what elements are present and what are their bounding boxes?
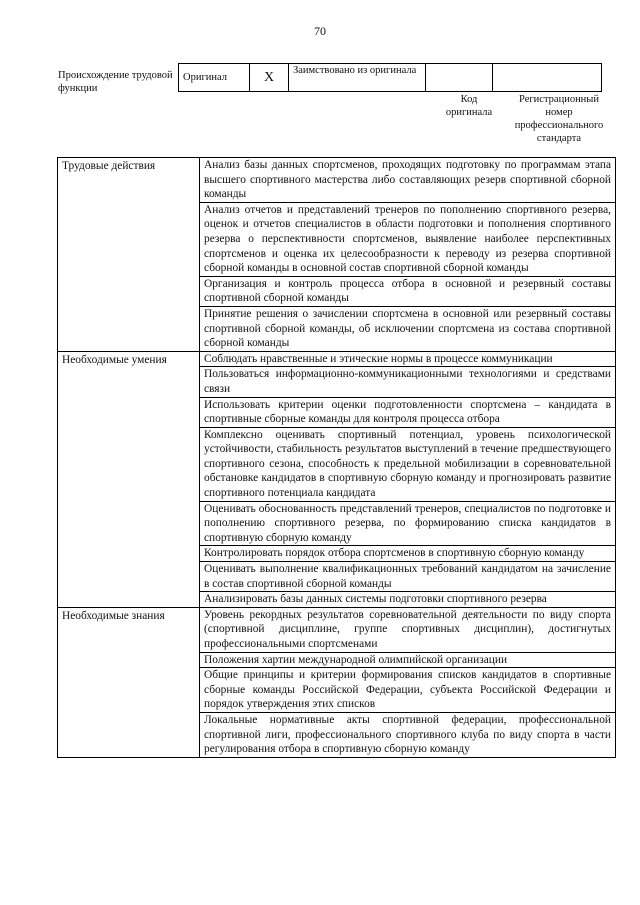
reg-number-label: Регистрационный номер профессионального стандарта (514, 94, 604, 144)
reg-number-cell (493, 64, 602, 92)
section-title-knowledge: Необходимые знания (58, 607, 200, 757)
action-item: Анализ базы данных спортсменов, проходящих подготовку по программам этапа высшего спортивного мастерства либо составляющих резерв спортивной сборной команды (200, 158, 616, 203)
section-title-skills: Необходимые умения (58, 351, 200, 607)
skill-item: Комплексно оценивать спортивный потенциал, уровень психологической устойчивости, стабильность результатов выступлений в течение предшествующего спортивного сезона, способность к предельной мобилизации в соревновательной обстановке кандидатов в спортивную сборную команду и прогнозировать развитие спортивного потенциала кандидата (200, 427, 616, 501)
skill-item: Оценивать выполнение квалификационных требований кандидатом на зачисление в состав спортивной сборной команды (200, 562, 616, 592)
original-mark: X (250, 64, 289, 92)
borrowed-cell: Заимствовано из оригинала (289, 64, 426, 92)
skill-item: Использовать критерии оценки подготовленности спортсмена – кандидата в спортивные сборные команды для контроля процесса отбора (200, 397, 616, 427)
knowledge-item: Общие принципы и критерии формирования списков кандидатов в спортивные сборные команды Российской Федерации, субъекта Российской Федерации и порядок утверждения этих списков (200, 668, 616, 713)
knowledge-item: Положения хартии международной олимпийской организации (200, 652, 616, 668)
skill-item: Соблюдать нравственные и этические нормы в процессе коммуникации (200, 351, 616, 367)
table-row (58, 351, 616, 367)
origin-table (178, 63, 602, 92)
table-row (58, 158, 616, 203)
skill-item: Анализировать базы данных системы подготовки спортивного резерва (200, 592, 616, 608)
code-cell (426, 64, 493, 92)
code-original-label: Код оригинала (445, 94, 493, 118)
action-item: Принятие решения о зачислении спортсмена в основной или резервный составы спортивной сборной команды, об исключении спортсмена из состава спортивной сборной команды (200, 306, 616, 351)
action-item: Анализ отчетов и представлений тренеров по пополнению спортивного резерва, оценок и отчетов специалистов в области подготовки и пополнения спортивного резерва о перспективности спортсменов, выявление наиболее перспективных спортсменов и оценка их целесообразности к переводу из резерва спортивной сборной команды в основной состав спортивной сборной команды (200, 202, 616, 276)
skill-item: Пользоваться информационно-коммуникационными технологиями и средствами связи (200, 367, 616, 397)
knowledge-item: Уровень рекордных результатов соревновательной деятельности по виду спорта (спортивной дисциплине, группе спортивных дисциплин), достигнутых профессиональными спортсменами (200, 607, 616, 652)
skill-item: Оценивать обоснованность представлений тренеров, специалистов по подготовке и пополнению спортивного резерва, по формированию списка кандидатов в спортивную сборную команду (200, 501, 616, 546)
function-table (57, 157, 616, 758)
original-cell: Оригинал (179, 64, 250, 92)
table-row (58, 607, 616, 652)
page-number: 70 (314, 24, 326, 38)
origin-label: Происхождение трудовой функции (58, 70, 173, 94)
skill-item: Контролировать порядок отбора спортсменов в спортивную сборную команду (200, 546, 616, 562)
action-item: Организация и контроль процесса отбора в основной и резервный составы спортивной сборной команды (200, 276, 616, 306)
section-title-actions: Трудовые действия (58, 158, 200, 352)
knowledge-item: Локальные нормативные акты спортивной федерации, профессиональной спортивной лиги, профессионального спортивного клуба по виду спорта в части регулирования отбора в спортивную сборную команду (200, 712, 616, 757)
